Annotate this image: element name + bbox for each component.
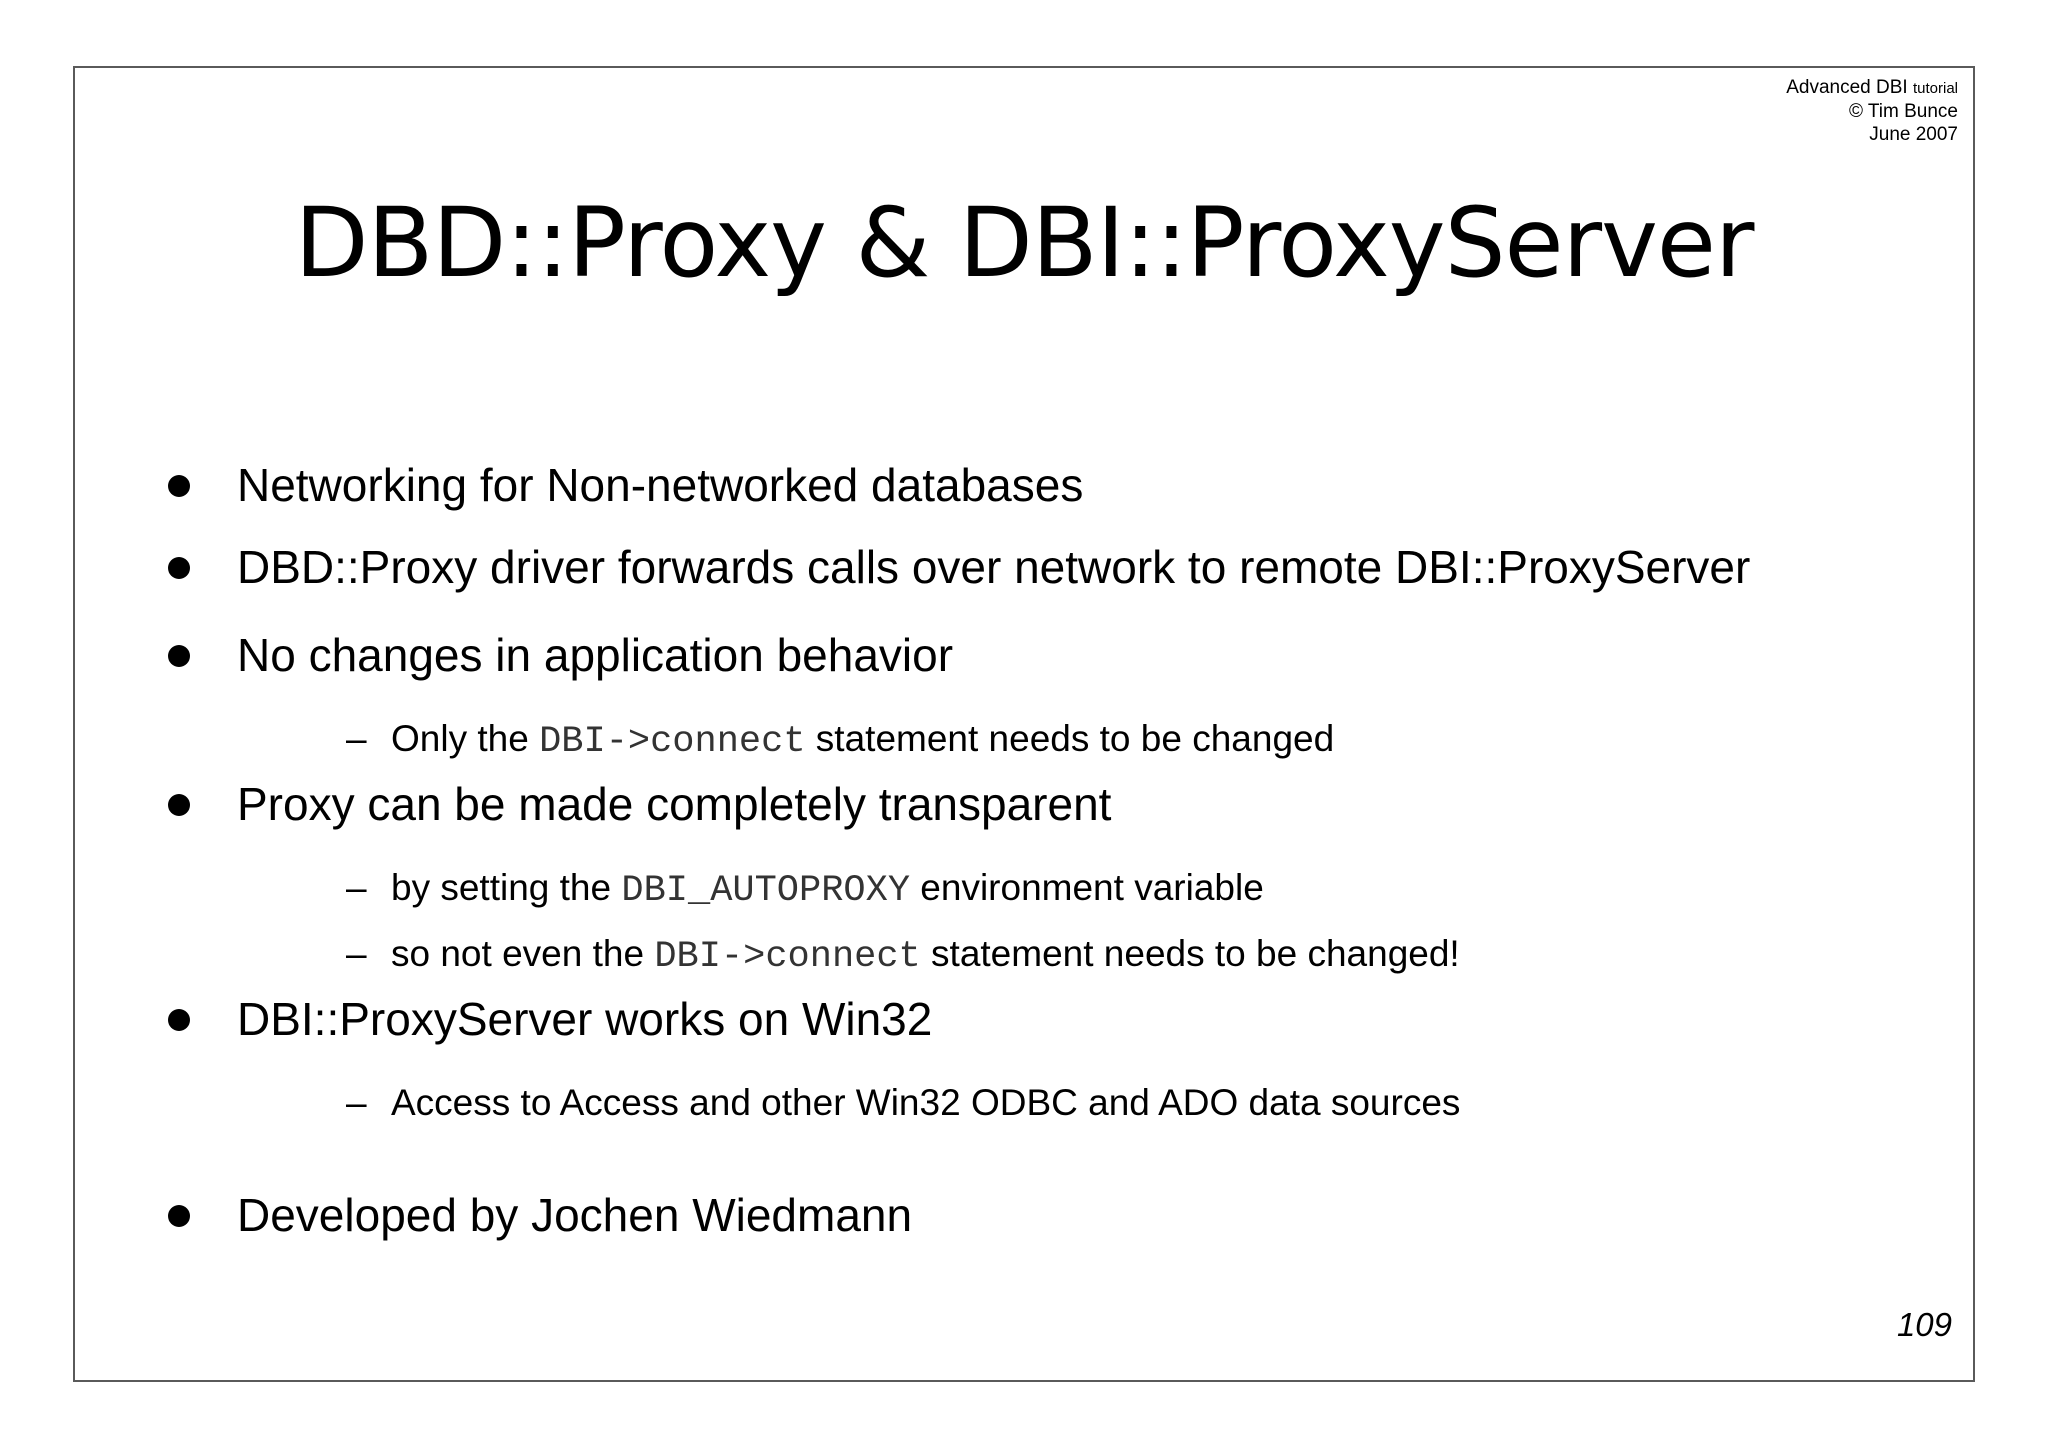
sub-text: Access to Access and other Win32 ODBC and ADO data sources	[391, 1082, 1461, 1123]
slide-title: DBD::Proxy & DBI::ProxyServer	[294, 187, 1754, 299]
bullet-dot-icon	[168, 1009, 190, 1031]
header-copyright: © Tim Bunce	[1848, 101, 1958, 122]
bullet-text: No changes in application behavior	[237, 629, 954, 681]
sub-text-pre: Only the	[391, 718, 540, 759]
sub-text-pre: by setting the	[391, 867, 622, 908]
code-snippet: DBI_AUTOPROXY	[621, 870, 911, 912]
sub-text-pre: so not even the	[391, 933, 655, 974]
bullet-dot-icon	[168, 1205, 190, 1227]
dash-icon: –	[346, 867, 367, 908]
page-number: 109	[1896, 1306, 1952, 1343]
header-date: June 2007	[1869, 124, 1958, 145]
sub-text	[391, 716, 1334, 765]
header-tutorial-name: Advanced DBI	[1786, 77, 1908, 98]
sub-text-post: environment variable	[910, 867, 1264, 908]
code-snippet: DBI->connect	[654, 936, 921, 978]
dash-icon: –	[346, 1082, 367, 1123]
sub-text-post: statement needs to be changed	[805, 718, 1335, 759]
bullet-dot-icon	[168, 645, 190, 667]
bullet-text: DBI::ProxyServer works on Win32	[237, 993, 933, 1045]
bullet-text: Developed by Jochen Wiedmann	[237, 1189, 913, 1241]
bullet-text: Proxy can be made completely transparent	[237, 778, 1112, 830]
code-snippet: DBI->connect	[539, 721, 806, 763]
sub-text-post: statement needs to be changed!	[920, 933, 1460, 974]
dash-icon: –	[346, 718, 367, 759]
header-line1	[1786, 76, 1958, 100]
sub-text	[391, 865, 1264, 914]
bullet-dot-icon	[168, 475, 190, 497]
dash-icon: –	[346, 933, 367, 974]
bullet-text: DBD::Proxy driver forwards calls over network to remote DBI::ProxyServer	[237, 541, 1751, 593]
bullet-dot-icon	[168, 794, 190, 816]
header-tutorial-label: tutorial	[1912, 80, 1958, 97]
sub-text	[391, 931, 1460, 980]
bullet-dot-icon	[168, 557, 190, 579]
bullet-text: Networking for Non-networked databases	[237, 459, 1084, 511]
header-info	[1786, 76, 1958, 146]
